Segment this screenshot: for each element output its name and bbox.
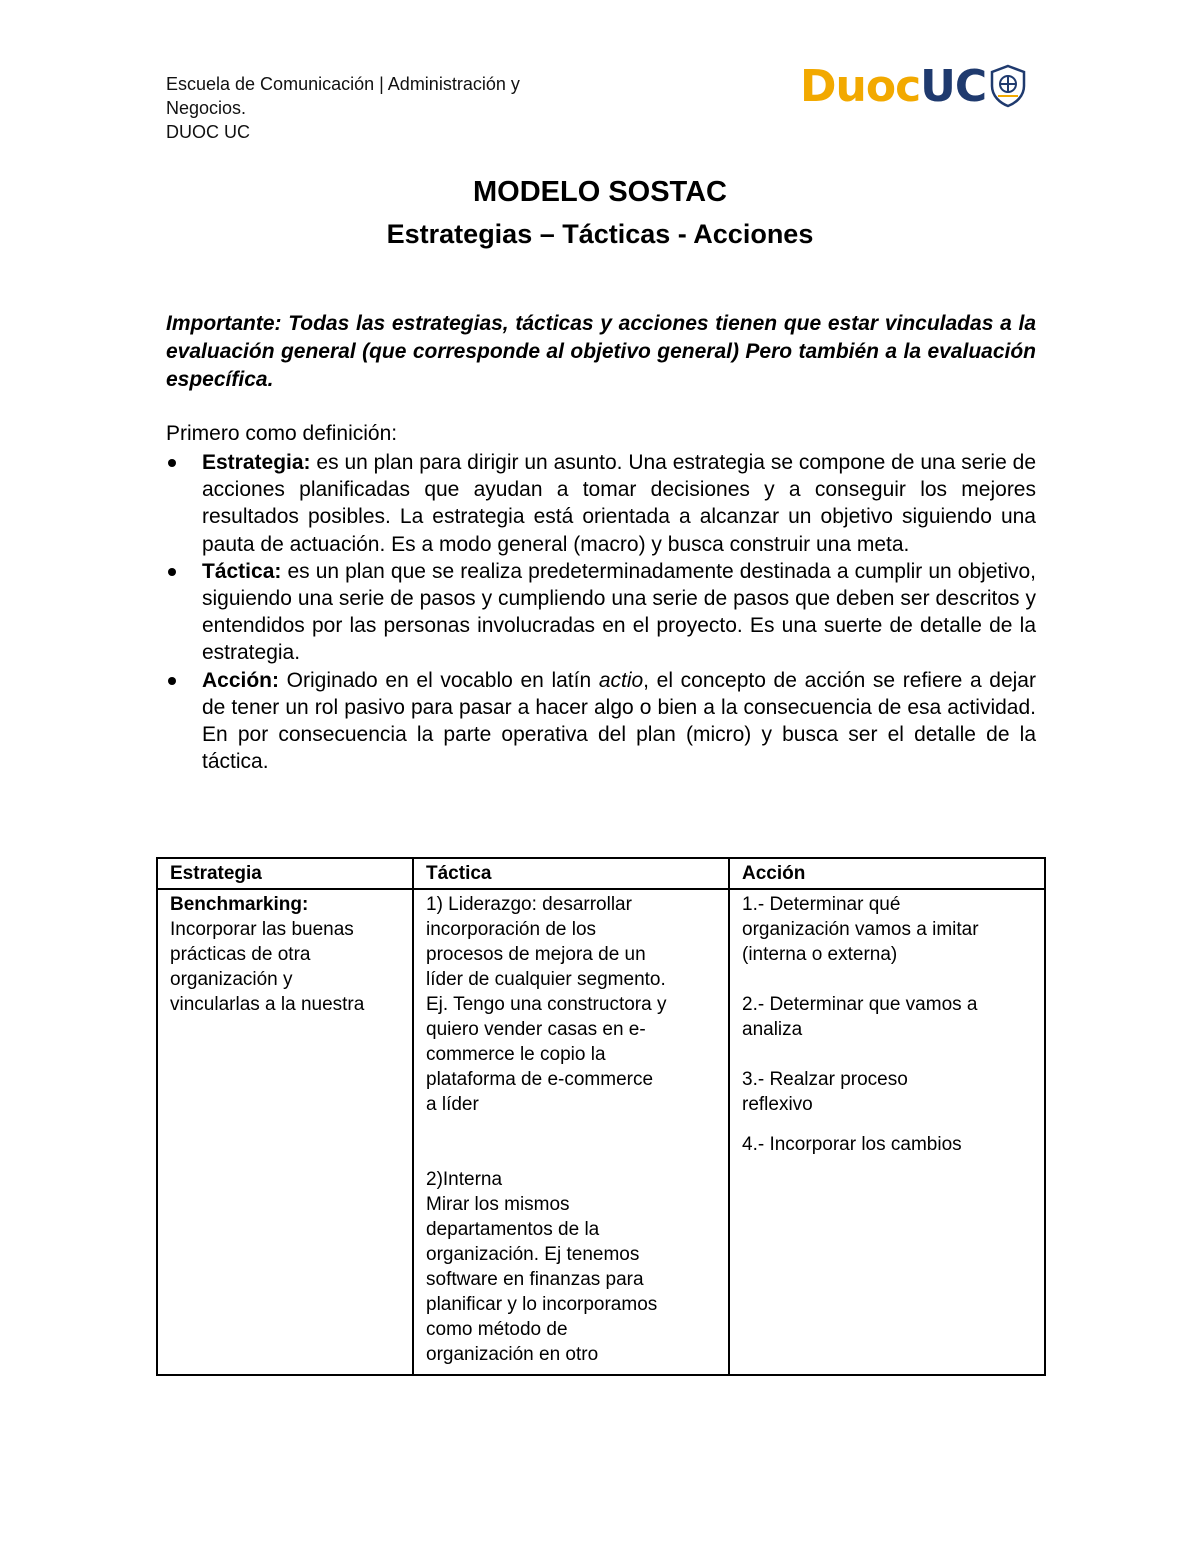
column-header-tactica: Táctica	[413, 858, 729, 889]
bullet-icon	[168, 459, 176, 467]
column-header-estrategia: Estrategia	[157, 858, 413, 889]
page-subtitle: Estrategias – Tácticas - Acciones	[386, 219, 814, 249]
definition-item-tactica	[166, 558, 1036, 667]
sostac-table	[156, 857, 1046, 1376]
accion-item-1: 1.- Determinar qué organización vamos a imitar (interna o externa)	[742, 894, 979, 965]
logo-text-duoc: Duoc	[800, 60, 921, 112]
definition-text: es un plan para dirigir un asunto. Una estrategia se compone de una serie de acciones planificadas que ayudan a tomar decisiones y a conseguir los mejores resultados posibles. La estrategia está orientada a alcanzar un objetivo siguiendo una pauta de actuación. Es a modo general (macro) y busca construir una meta.	[202, 451, 1036, 556]
school-header	[166, 72, 586, 144]
estrategia-text: Incorporar las buenas prácticas de otra organización y vincularlas a la nuestra	[170, 919, 365, 1015]
school-header-line-2: Negocios.	[166, 98, 247, 118]
tactica-item-1: 1) Liderazgo: desarrollar incorporación de los procesos de mejora de un líder de cualquier segmento. Ej. Tengo una constructora y quiero vender casas en e- commerce le copio la plataforma de e-commerce a líder	[426, 894, 667, 1115]
cell-estrategia	[157, 889, 413, 1375]
university-seal-icon	[988, 64, 1028, 108]
definition-item-estrategia	[166, 449, 1036, 558]
definitions-intro: Primero como definición:	[166, 422, 398, 445]
duocuc-logo	[800, 56, 1028, 116]
accion-item-2: 2.- Determinar que vamos a analiza	[742, 994, 978, 1040]
definition-term: Acción:	[202, 668, 280, 692]
accion-item-4: 4.- Incorporar los cambios	[742, 1134, 962, 1155]
definition-text: , el concepto de acción se refiere a dejar de tener un rol pasivo para pasar a hacer algo o bien a la consecuencia de esa actividad. En por consecuencia la parte operativa del plan (micro) y busca ser el detalle de la táctica.	[202, 668, 1036, 774]
important-note: Importante: Todas las estrategias, tácticas y acciones tienen que estar vinculadas a la evaluación general (que corresponde al objetivo general) Pero también a la evaluación específica.	[166, 312, 1036, 391]
bullet-icon	[168, 677, 176, 685]
cell-tactica	[413, 889, 729, 1375]
definition-italic-word: actio	[598, 668, 644, 692]
estrategia-title	[170, 892, 402, 917]
table-row	[157, 889, 1045, 1375]
school-header-line-3: DUOC UC	[166, 122, 250, 142]
table-header-row	[157, 858, 1045, 889]
tactica-item-2: 2)Interna Mirar los mismos departamentos de la organización. Ej tenemos software en finanzas para planificar y lo incorporamos como método de organización en otro	[426, 1169, 658, 1365]
definition-term: Táctica:	[202, 559, 282, 583]
accion-item-3: 3.- Realzar proceso reflexivo	[742, 1069, 908, 1115]
page-title: MODELO SOSTAC	[472, 176, 728, 208]
school-header-line-1: Escuela de Comunicación | Administración y	[166, 74, 520, 94]
column-header-accion: Acción	[729, 858, 1045, 889]
cell-accion	[729, 889, 1045, 1375]
logo-text-uc: UC	[920, 60, 987, 112]
definition-term: Estrategia:	[202, 451, 311, 474]
bullet-icon	[168, 568, 176, 576]
definition-text: es un plan que se realiza predeterminadamente destinada a cumplir un objetivo, siguiendo una serie de pasos y cumpliendo una serie de pasos que deben ser descritos y entendidos por las personas involucradas en el proyecto. Es una suerte de detalle de la estrategia.	[202, 559, 1036, 665]
definition-item-accion	[166, 667, 1036, 776]
document-title	[0, 173, 1200, 253]
definitions-list	[166, 449, 1036, 775]
estrategia-title-text: Benchmarking:	[170, 894, 309, 915]
definition-text: Originado en el vocablo en latín	[279, 668, 599, 692]
